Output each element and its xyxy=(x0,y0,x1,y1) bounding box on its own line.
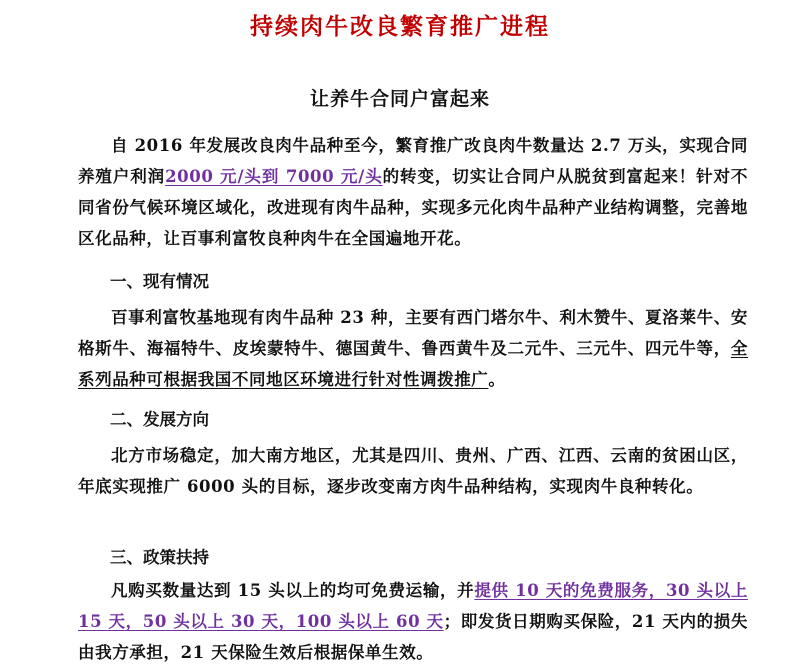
section-current-paragraph xyxy=(78,302,748,395)
intro-text-2: 的转变，切实让合同户从脱贫到富起来！针对不同省份气候环境区域化，改进现有肉牛品种，实现多元化肉牛品种产业结构调整，完善地区化品种，让百事利富牧良种肉牛在全国遍地开花。 xyxy=(78,167,748,248)
section-current-underlined: 全系列品种可根据我国不同地区环境进行针对性调拨推广 xyxy=(78,339,748,389)
section-current-text-2: 。 xyxy=(488,370,506,389)
document-subtitle: 让养牛合同户富起来 xyxy=(309,88,490,110)
intro-text-1: 自 2016 年发展改良肉牛品种至今，繁育推广改良肉牛数量达 2.7 万头，实现合同养殖户利润 xyxy=(78,136,748,186)
section-policy-text-2: ；即发货日期购买保险，21 天内的损失由我方承担，21 天保险生效后根据保单生效。 xyxy=(78,612,748,662)
intro-highlight: 2000 元/头到 7000 元/头 xyxy=(165,167,383,186)
section-heading-current: 一、现有情况 xyxy=(110,272,209,291)
intro-paragraph xyxy=(78,130,748,254)
section-policy-text-1: 凡购买数量达到 15 头以上的均可免费运输，并 xyxy=(111,581,475,600)
section-direction-paragraph: 北方市场稳定，加大南方地区，尤其是四川、贵州、广西、江西、云南的贫困山区，年底实现推广 6000 头的目标，逐步改变南方肉牛品种结构，实现肉牛良种转化。 xyxy=(78,446,748,496)
document-title: 持续肉牛改良繁育推广进程 xyxy=(250,13,550,40)
section-heading-policy: 三、政策扶持 xyxy=(110,548,209,567)
section-heading-direction: 二、发展方向 xyxy=(110,410,209,429)
section-policy-highlight: 提供 10 天的免费服务，30 头以上 15 天，50 头以上 30 天，100 头以上 60 天 xyxy=(78,581,749,631)
section-policy-paragraph xyxy=(78,575,748,668)
section-current-text-1: 百事利富牧基地现有肉牛品种 23 种，主要有西门塔尔牛、利木赞牛、夏洛莱牛、安格斯牛、海福特牛、皮埃蒙特牛、德国黄牛、鲁西黄牛及二元牛、三元牛、四元牛等， xyxy=(78,308,748,358)
